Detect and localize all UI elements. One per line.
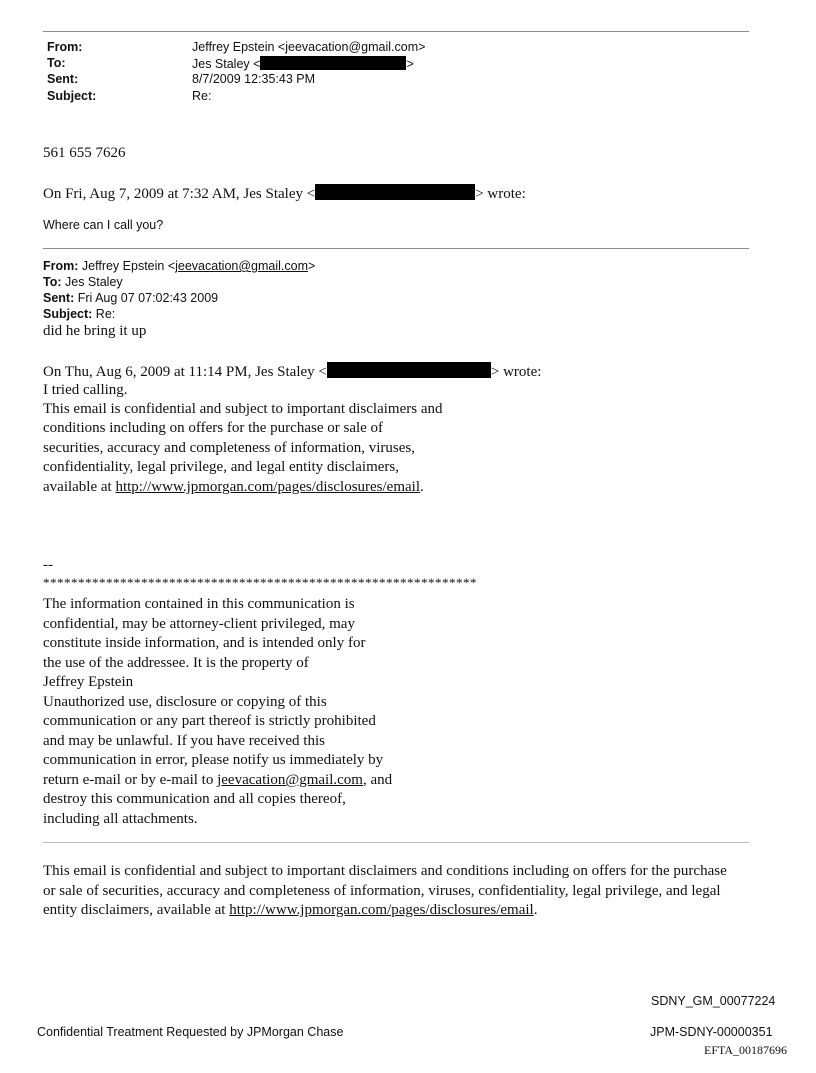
quoted-subject-value: Re: <box>92 307 116 321</box>
signature-tail-line: including all attachments. <box>43 811 198 827</box>
bottom-rule <box>43 842 749 843</box>
signature-line: communication or any part thereof is strictly prohibited <box>43 713 376 729</box>
header-to-label: To: <box>47 56 66 70</box>
reply-question: Where can I call you? <box>43 218 164 232</box>
header-sent-label: Sent: <box>47 72 79 86</box>
quoted-from-suffix: > <box>308 259 316 273</box>
header-from-value: Jeffrey Epstein <jeevacation@gmail.com> <box>192 40 426 54</box>
redaction-box <box>315 184 475 200</box>
quoted-sent-label: Sent: <box>43 291 75 305</box>
bottom-disclosures-link[interactable]: http://www.jpmorgan.com/pages/disclosures/email <box>229 902 534 918</box>
quoted-disclaimer-last-prefix: available at <box>43 479 116 495</box>
header-to-prefix: Jes Staley < <box>192 57 261 71</box>
quoted-disclaimer-last <box>43 479 424 496</box>
signature-line: and may be unlawful. If you have received this <box>43 733 325 749</box>
bottom-disclaimer-last <box>43 902 537 919</box>
signature-line: The information contained in this communication is <box>43 596 355 612</box>
signature-line: constitute inside information, and is intended only for <box>43 635 366 651</box>
signature-line: the use of the addressee. It is the property of <box>43 655 309 671</box>
quoted-disclaimer-line: securities, accuracy and completeness of information, viruses, <box>43 440 415 456</box>
reply-attribution-prefix: On Fri, Aug 7, 2009 at 7:32 AM, Jes Staley < <box>43 186 316 202</box>
quoted-sent-value: Fri Aug 07 07:02:43 2009 <box>74 291 219 305</box>
quoted-disclaimer-last-suffix: . <box>420 479 424 495</box>
quoted-sent <box>43 291 218 305</box>
quoted-to <box>43 275 123 289</box>
quoted-tried: I tried calling. <box>43 382 128 398</box>
bates-efta: EFTA_00187696 <box>704 1043 788 1057</box>
signature-email-link[interactable]: jeevacation@gmail.com <box>217 772 363 788</box>
header-to-suffix: > <box>406 57 414 71</box>
redaction-box <box>260 56 406 70</box>
quoted-from-label: From: <box>43 259 79 273</box>
bottom-disclaimer-line: This email is confidential and subject to important disclaimers and conditions including on offers for the purchase <box>43 863 727 879</box>
quoted-from-prefix: Jeffrey Epstein < <box>78 259 176 273</box>
top-rule <box>43 31 749 32</box>
signature-line: confidential, may be attorney-client privileged, may <box>43 616 355 632</box>
quoted-attribution-suffix: > wrote: <box>490 364 542 380</box>
header-to-value <box>192 56 414 71</box>
signature-dashes: -- <box>43 557 53 573</box>
reply-phone: 561 655 7626 <box>43 145 126 161</box>
jpmorgan-disclosures-link[interactable]: http://www.jpmorgan.com/pages/disclosures/email <box>115 479 421 495</box>
quoted-disclaimer-line: This email is confidential and subject to important disclaimers and <box>43 401 443 417</box>
quoted-subject-label: Subject: <box>43 307 93 321</box>
header-from-label: From: <box>47 40 83 54</box>
signature-line: Jeffrey Epstein <box>43 674 134 690</box>
bates-sdny: SDNY_GM_00077224 <box>651 994 776 1008</box>
quoted-attribution <box>43 362 541 381</box>
quoted-from <box>43 259 315 273</box>
signature-return-prefix: return e-mail or by e-mail to <box>43 772 218 788</box>
signature-tail-line: destroy this communication and all copies thereof, <box>43 791 346 807</box>
redaction-box <box>327 362 491 378</box>
header-subject-value: Re: <box>192 89 212 103</box>
bottom-disclaimer-suffix: . <box>533 902 538 918</box>
header-sent-value: 8/7/2009 12:35:43 PM <box>192 72 316 86</box>
signature-return-suffix: , and <box>362 772 393 788</box>
quoted-from-email-link[interactable]: jeevacation@gmail.com <box>175 259 309 273</box>
signature-return-line <box>43 772 392 789</box>
separator-rule <box>43 248 749 249</box>
bottom-disclaimer-line: or sale of securities, accuracy and completeness of information, viruses, confidentiality, legal privilege, and legal <box>43 883 721 899</box>
quoted-to-label: To: <box>43 275 62 289</box>
quoted-disclaimer-line: confidentiality, legal privilege, and legal entity disclaimers, <box>43 459 399 475</box>
signature-line: Unauthorized use, disclosure or copying of this <box>43 694 327 710</box>
quoted-attribution-prefix: On Thu, Aug 6, 2009 at 11:14 PM, Jes Staley < <box>43 364 327 380</box>
quoted-body: did he bring it up <box>43 323 147 339</box>
reply-attribution <box>43 184 526 203</box>
bottom-disclaimer-prefix: entity disclaimers, available at <box>43 902 230 918</box>
signature-line: communication in error, please notify us immediately by <box>43 752 384 768</box>
confidential-treatment-note: Confidential Treatment Requested by JPMorgan Chase <box>37 1025 344 1039</box>
quoted-to-value: Jes Staley <box>61 275 123 289</box>
quoted-disclaimer-line: conditions including on offers for the purchase or sale of <box>43 420 384 436</box>
reply-attribution-suffix: > wrote: <box>475 186 526 202</box>
header-subject-label: Subject: <box>47 89 97 103</box>
bates-jpm: JPM-SDNY-00000351 <box>650 1025 773 1039</box>
quoted-subject <box>43 307 115 321</box>
signature-stars: ************************************************************** <box>43 575 477 590</box>
